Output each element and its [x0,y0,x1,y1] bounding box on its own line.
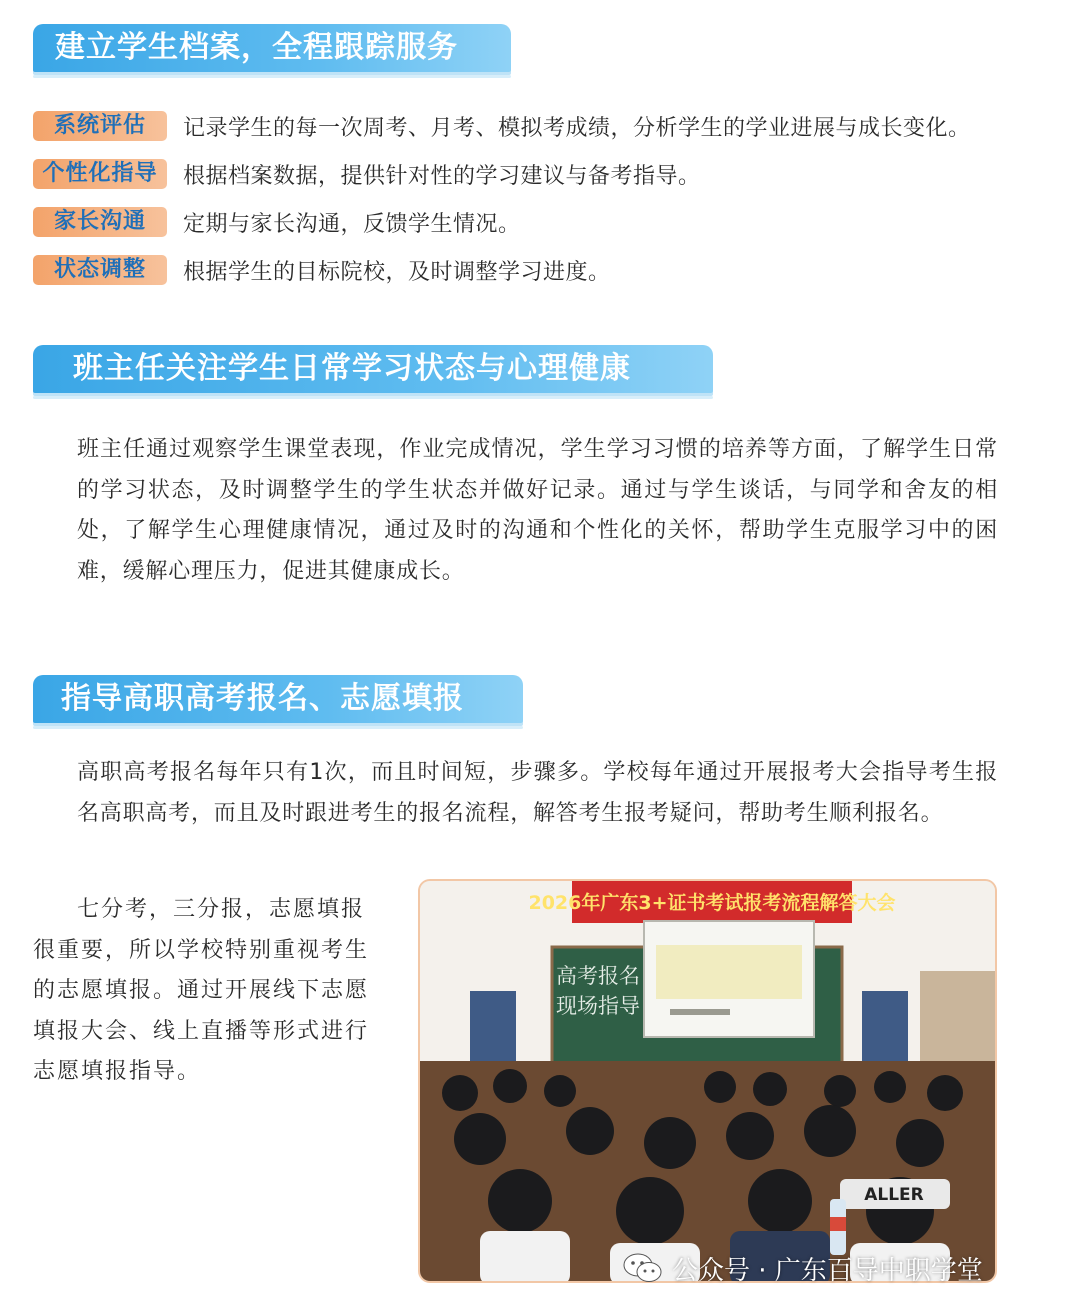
tag-status-adjustment: 状态调整 [33,255,167,285]
watermark-text: 公众号 · 广东百导中职学堂 [672,1255,983,1286]
watermark [622,1248,983,1288]
list-item [33,158,701,190]
tag-parent-communication: 家长沟通 [33,207,167,237]
board-text: 高考报名 [556,964,640,988]
list-item [33,206,521,238]
list-item [33,110,971,142]
tag-description: 定期与家长沟通，反馈学生情况。 [183,211,521,237]
paragraph-text: 班主任通过观察学生课堂表现，作业完成情况，学生学习习惯的培养等方面，了解学生日常的学习状态，及时调整学生的学生状态并做好记录。通过与学生谈话，与同学和舍友的相处，了解学生心理健康情况，通过及时的沟通和个性化的关怀，帮助学生克服学习中的困难，缓解心理压力，促进其健康成长。 [77,437,998,584]
paragraph-text: 高职高考报名每年只有1次，而且时间短，步骤多。学校每年通过开展报考大会指导考生报名高职高考，而且及时跟进考生的报名流程，解答考生报考疑问，帮助考生顺利报名。 [77,760,998,826]
section3-title: 指导高职高考报名、志愿填报 [33,675,523,723]
section3-paragraph1 [33,753,998,834]
tag-description: 记录学生的每一次周考、月考、模拟考成绩，分析学生的学业进展与成长变化。 [183,115,971,141]
classroom-photo [418,879,997,1283]
paragraph-text: 七分考，三分报，志愿填报很重要，所以学校特别重视考生的志愿填报。通过开展线下志愿填报大会、线上直播等形式进行志愿填报指导。 [33,897,370,1084]
shirt-text: ALLER [864,1185,924,1205]
section1-title: 建立学生档案，全程跟踪服务 [33,24,511,72]
tag-system-assessment: 系统评估 [33,111,167,141]
list-item [33,254,611,286]
wechat-icon [622,1251,664,1285]
tag-personal-guidance: 个性化指导 [33,159,167,189]
tag-description: 根据学生的目标院校，及时调整学习进度。 [183,259,611,285]
tag-description: 根据档案数据，提供针对性的学习建议与备考指导。 [183,163,701,189]
banner-text: 2026年广东3+证书考试报考流程解答大会 [528,892,896,914]
classroom-illustration [420,881,997,1283]
section2-title: 班主任关注学生日常学习状态与心理健康 [33,345,713,393]
section3-paragraph2 [33,890,385,1093]
board-text: 现场指导 [556,994,640,1018]
section2-paragraph [33,430,998,592]
